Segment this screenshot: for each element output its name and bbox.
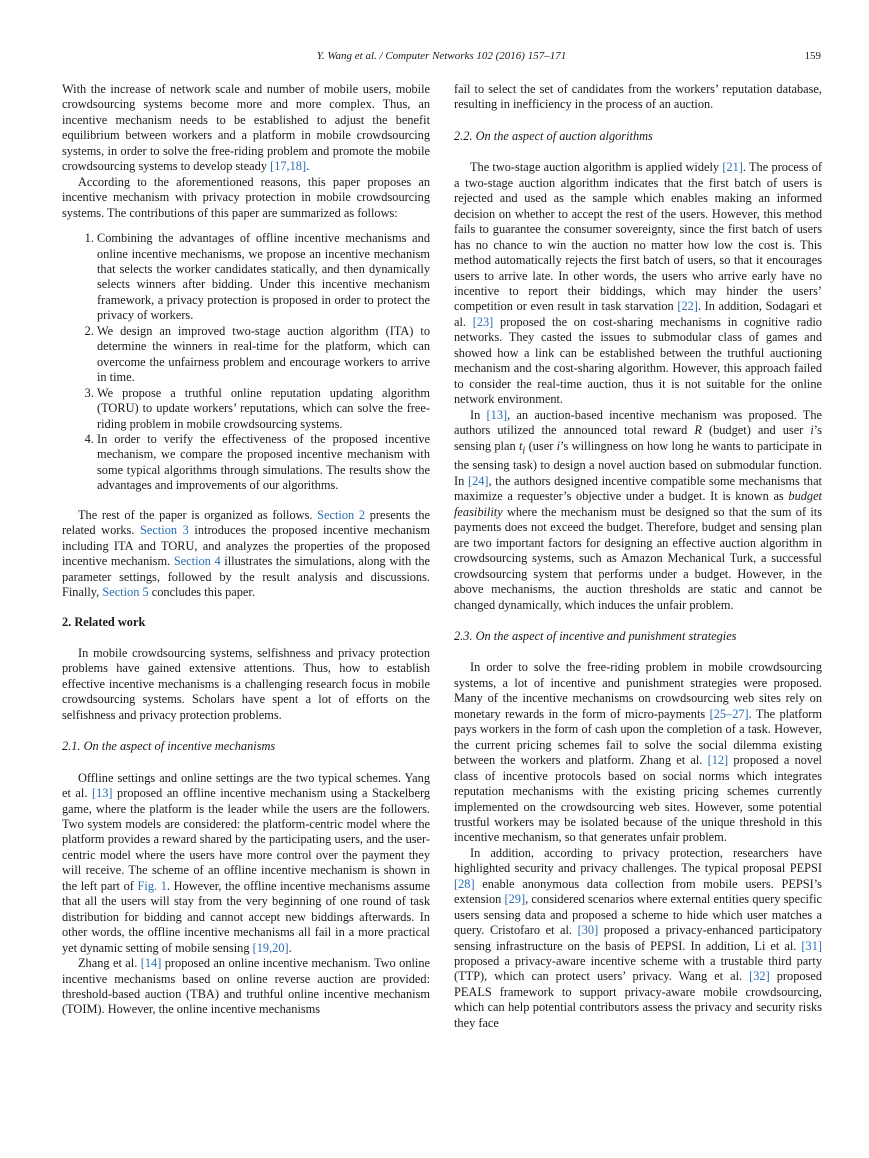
page-number: 159: [804, 50, 821, 62]
citation-link[interactable]: [17,18]: [270, 159, 307, 174]
citation-link[interactable]: [32]: [749, 969, 770, 984]
citation-link[interactable]: [13]: [91, 786, 113, 801]
paragraph: In order to solve the free-riding problem in mobile crowdsourcing systems, a lot of incentive and punishment strategies were proposed. Many of the incentive mechanisms on crowdsourcing web sites rely on monetary rewards in the form of micro-payments [25–27]. The platform pays workers in the form of cash upon the completion of a task. However, the current pricing schemes fail to solve the social dilemma existing between the workers and platform. Zhang et al. [12] proposed a novel class of incentive protocols based on social norms which integrates reputation mechanisms with the existing pricing schemes currently implemented on the crowdsourcing web sites. However, some potential trustful workers may be isolated because of the unique threshold in this incentive mechanism, so that generates unfair problem.: [454, 660, 823, 845]
citation-link[interactable]: [25–27]: [709, 706, 749, 721]
paragraph: The rest of the paper is organized as follows. Section 2 presents the related works. Section 3 introduces the proposed incentive mechanism including ITA and TORU, and analyzes the properties of the proposed incentive mechanism. Section 4 illustrates the simulations, along with the parameter settings, followed by the result analysis and discussions. Finally, Section 5 concludes this paper.: [62, 507, 430, 600]
paragraph: With the increase of network scale and number of mobile users, mobile crowdsourcing systems become more and more complex. Thus, an incentive mechanism needs to be established to adjust the benefit equilibrium between workers and a platform in mobile crowdsourcing systems, in order to solve the free-riding problem and promote the mobile crowdsourcing systems to develop steady [17,18].: [62, 82, 430, 174]
paragraph: In addition, according to privacy protection, researchers have highlighted security and privacy challenges. The typical proposal PEPSI [28] enable anonymous data collection from mobile users. PEPSI’s extension [29], considered scenarios where external entities query specific users sensing data and proposed a scheme to hide which user matches a query. Cristofaro et al. [30] proposed a privacy-enhanced participatory sensing infrastructure on the basis of PEPSI. In addition, Li et al. [31] proposed a privacy-aware incentive scheme with a trustable third party (TTP), which can protect users’ privacy. Wang et al. [32] proposed PEALS framework to support privacy-aware mobile crowdsourcing, which can help potential contributors assess the privacy and security risks they face: [454, 845, 822, 1030]
citation-link[interactable]: [30]: [577, 923, 599, 938]
list-item: 1. Combining the advantages of offline incentive mechanisms and online incentive mechanisms, we propose an incentive mechanism that selects the worker candidates statically, and then dynamically selects winners after bidding. Under this incentive mechanism framework, a privacy protection is proposed in order to protect the privacy of workers.: [97, 231, 430, 324]
citation-link[interactable]: [31]: [801, 938, 822, 953]
citation-link[interactable]: [22]: [677, 299, 698, 314]
section-link[interactable]: Section 4: [173, 554, 221, 569]
list-item: 3. We propose a truthful online reputation updating algorithm (TORU) to update workers’ reputations, which can solve the free-riding problem in mobile crowdsourcing systems.: [97, 386, 430, 432]
citation-link[interactable]: [29]: [504, 892, 526, 907]
left-column: [62, 82, 430, 1018]
right-column: [454, 82, 822, 1031]
citation-link[interactable]: [14]: [140, 956, 162, 971]
paragraph: According to the aforementioned reasons, this paper proposes an incentive mechanism with privacy protection in mobile crowdsourcing systems. The contributions of this paper are summarized as follows:: [62, 174, 430, 220]
list-item: 2. We design an improved two-stage auction algorithm (ITA) to determine the winners in real-time for the platform, which can overcome the unfairness problem and encourage workers to arrive in time.: [97, 324, 430, 386]
section-heading: 2. Related work: [62, 614, 146, 629]
subsection-heading: 2.3. On the aspect of incentive and punishment strategies: [454, 628, 737, 643]
running-head: [62, 50, 821, 66]
citation-link[interactable]: [23]: [472, 314, 494, 329]
section-link[interactable]: Section 2: [317, 507, 366, 522]
section-link[interactable]: Section 5: [102, 585, 149, 600]
citation-link[interactable]: [19,20]: [252, 940, 289, 955]
section-link[interactable]: Section 3: [140, 523, 189, 538]
running-head-text: Y. Wang et al. / Computer Networks 102 (2016) 157–171: [316, 50, 567, 62]
subsection-heading: 2.2. On the aspect of auction algorithms: [454, 128, 653, 143]
citation-link[interactable]: [13]: [486, 407, 508, 422]
paragraph: In mobile crowdsourcing systems, selfishness and privacy protection problems have gained extensive attentions. Thus, how to establish effective incentive mechanisms is a challenging research focus in mobile crowdsourcing systems. Scholars have spent a lot of efforts on the selfishness and privacy protection problems.: [62, 645, 430, 722]
figure-link[interactable]: Fig. 1: [137, 878, 167, 893]
citation-link[interactable]: [12]: [707, 753, 729, 768]
subsection-heading: 2.1. On the aspect of incentive mechanisms: [62, 739, 276, 754]
paragraph: The two-stage auction algorithm is applied widely [21]. The process of a two-stage auction algorithm indicates that the first batch of users is rejected and used as the sample which enables making an informed decision on whether to accept the rest of the users. However, this method fails to guarantee the consumer sovereignty, since the first batch of users has no chance to win the auction no matter how low the cost is. This method automatically rejects the first batch of users, so that it encourages users to arrive late. In other words, the users who arrive early have no incentive to report their biddings, which may hinder the users’ competition or even result in task starvation [22]. In addition, Sodagari et al. [23] proposed the on cost-sharing mechanisms in cognitive radio networks. They casted the issues to submodular class of games and showed how a link can be established between the truthful auctioning mechanism and the cost-sharing algorithm. However, this approach failed to consider the real-time auction, thus it is not suitable for the online network environment.: [454, 160, 822, 407]
paragraph: fail to select the set of candidates from the workers’ reputation database, resulting in inefficiency in the process of an auction.: [454, 82, 822, 112]
contributions-list: [62, 231, 430, 494]
citation-link[interactable]: [21]: [722, 160, 743, 175]
citation-link[interactable]: [24]: [467, 473, 489, 488]
paragraph: Zhang et al. [14] proposed an online incentive mechanism. Two online incentive mechanisms based on online reverse auction are provided: threshold-based auction (TBA) and truthful online incentive mechanism (TOIM). However, the online incentive mechanisms: [62, 956, 431, 1017]
list-item: 4. In order to verify the effectiveness of the proposed incentive mechanism, we compare the proposed incentive mechanism with some typical algorithms through simulations. The results show the advantages and improvements of our algorithms.: [97, 432, 430, 494]
paragraph: Offline settings and online settings are the two typical schemes. Yang et al. [13] proposed an offline incentive mechanism using a Stackelberg game, where the platform is the leader while the users are the followers. Two system models are considered: the platform-centric model where the platform provides a reward shared by the participating users, and the user-centric model where the users have more control over the payment they will receive. The scheme of an offline incentive mechanism is shown in the left part of Fig. 1. However, the offline incentive mechanisms assume that all the users will stay from the very beginning of one round of task distribution for bidding and cannot accept new biddings afterwards. In other words, the offline incentive mechanisms all fail in a more practical yet dynamic setting of mobile sensing [19,20].: [62, 770, 431, 955]
paragraph: In [13], an auction-based incentive mechanism was proposed. The authors utilized the announced total reward R (budget) and user i’s sensing plan $t_i$ (user i’s willingness on how long he wants to participate in the sensing task) to design a novel auction based on submodular function. In [24], the authors designed incentive compatible some mechanisms that maximize a requester’s objective under a budget. It is known as budget feasibility where the mechanism must be designed so that the sum of its payments does not exceed the budget. Therefore, budget and sensing plan are two important factors for designing an effective auction algorithm in crowdsourcing systems, such as Amazon Mechanical Turk, a successful crowdsourcing system that performs under a budget. However, in the above mechanisms, the auction thresholds are static and cannot be changed dynamically, which induces the unfair problem.: [454, 407, 822, 612]
citation-link[interactable]: [28]: [454, 876, 475, 891]
